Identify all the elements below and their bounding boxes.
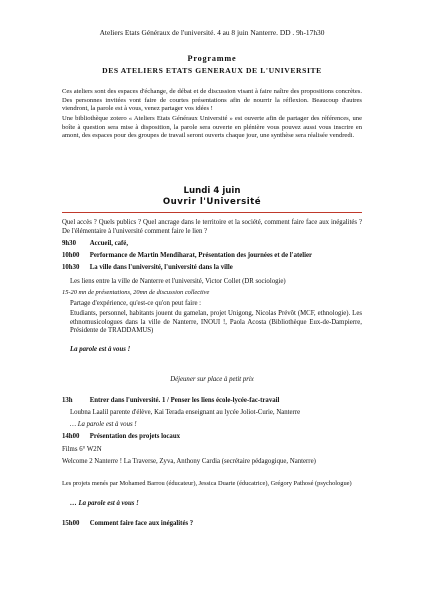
session-3-people-2: Etudiants, personnel, habitants jouent du gamelan, projet Unigong, Nicolas Prévôt (MCF, ethnologie). Les ethnomusicologues dans la ville de Nanterre, INOUI !, Paola Acosta (Bibliothèque Eux-de-Dampierre, Présidente de TRADDAMUS) [70, 310, 362, 335]
session-2 [62, 252, 362, 261]
session-5-welcome: Welcome 2 Nanterre ! La Traverse, Zyva, Anthony Cardia (secrétaire pédagogique, Nanterre) [62, 458, 316, 465]
session-3-people: Les liens entre la ville de Nanterre et l'université, Victor Collet (DR sociologie) [70, 278, 286, 285]
session-3-title: La ville dans l'université, l'université dans la ville [89, 264, 233, 271]
session-4 [62, 397, 362, 406]
document-header: Ateliers Etats Généraux de l'université. 4 au 8 juin Nanterre. DD . 9h-17h30 [99, 28, 325, 37]
session-4-title: Entrer dans l'université. 1 / Penser les liens école-lycée-fac-travail [89, 397, 280, 404]
section-divider [62, 212, 362, 213]
intro-paragraph-1: Ces ateliers sont des espaces d'échange, de débat et de discussion visant à faire naître des propositions concrètes. Des personnes invitées vont faire de courtes présentations afin de nourrir la réflexion. Beaucoup d'autres viendront, la parole est à vous, venez partager vos idées ! [62, 88, 362, 113]
session-5-parole: … La parole est à vous ! [70, 500, 139, 507]
session-3-share: Partage d'expérience, qu'est-ce qu'on peut faire : [70, 300, 202, 307]
session-6 [62, 520, 362, 529]
section-question: Quel accès ? Quels publics ? Quel ancrage dans le territoire et la société, comment faire face aux inégalités ? De l'élémentaire à l'université comment faire le lien ? [62, 219, 362, 235]
programme-subtitle: DES ATELIERS ETATS GENERAUX DE L'UNIVERSITE [102, 66, 322, 75]
session-6-time: 15h00 [62, 520, 80, 527]
session-3-time: 10h30 [62, 264, 80, 271]
session-1-time: 9h30 [62, 240, 76, 247]
session-4-time: 13h [62, 397, 73, 404]
session-2-title: Performance de Martin Mendiharat, Présentation des journées et de l'atelier [89, 252, 313, 259]
session-4-parole: … La parole est à vous ! [70, 421, 137, 428]
session-2-time: 10h00 [62, 252, 80, 259]
session-1 [62, 240, 362, 249]
intro-paragraph-2: Une bibliothèque zotero « Ateliers Etats Généraux Université » est ouverte afin de partager des références, une boîte à question sera mise à disposition, la parole sera ouverte en plénière vous pouvez aussi vous inscrire en amont, des espaces pour des groupes de travail seront ouverts chaque jour, une synthèse sera réalisée vendredi. [62, 115, 362, 140]
session-5-title: Présentation des projets locaux [89, 433, 181, 440]
session-3-parole: La parole est à vous ! [70, 346, 131, 353]
programme-title: Programme [187, 54, 237, 63]
lunch-note: Déjeuner sur place à petit prix [170, 376, 254, 383]
day-title: Lundi 4 juin [183, 186, 241, 196]
session-3 [62, 264, 362, 273]
day-subtitle: Ouvrir l'Université [162, 197, 262, 207]
session-5-film: Films 6° W2N [62, 446, 102, 453]
session-5 [62, 433, 362, 442]
session-5-time: 14h00 [62, 433, 80, 440]
session-1-title: Accueil, café, [89, 240, 129, 247]
session-5-projects: Les projets menés par Mohamed Barrou (éducateur), Jessica Duarte (éducatrice), Grégory Pathosé (psychologue) [62, 480, 352, 487]
session-6-title: Comment faire face aux inégalités ? [89, 520, 194, 527]
session-4-people: Loubna Laalil parente d'élève, Kai Terada enseignant au lycée Joliot-Curie, Nanterre [70, 409, 301, 416]
session-3-format: 15-20 mn de présentations, 20mn de discussion collective [62, 289, 210, 296]
